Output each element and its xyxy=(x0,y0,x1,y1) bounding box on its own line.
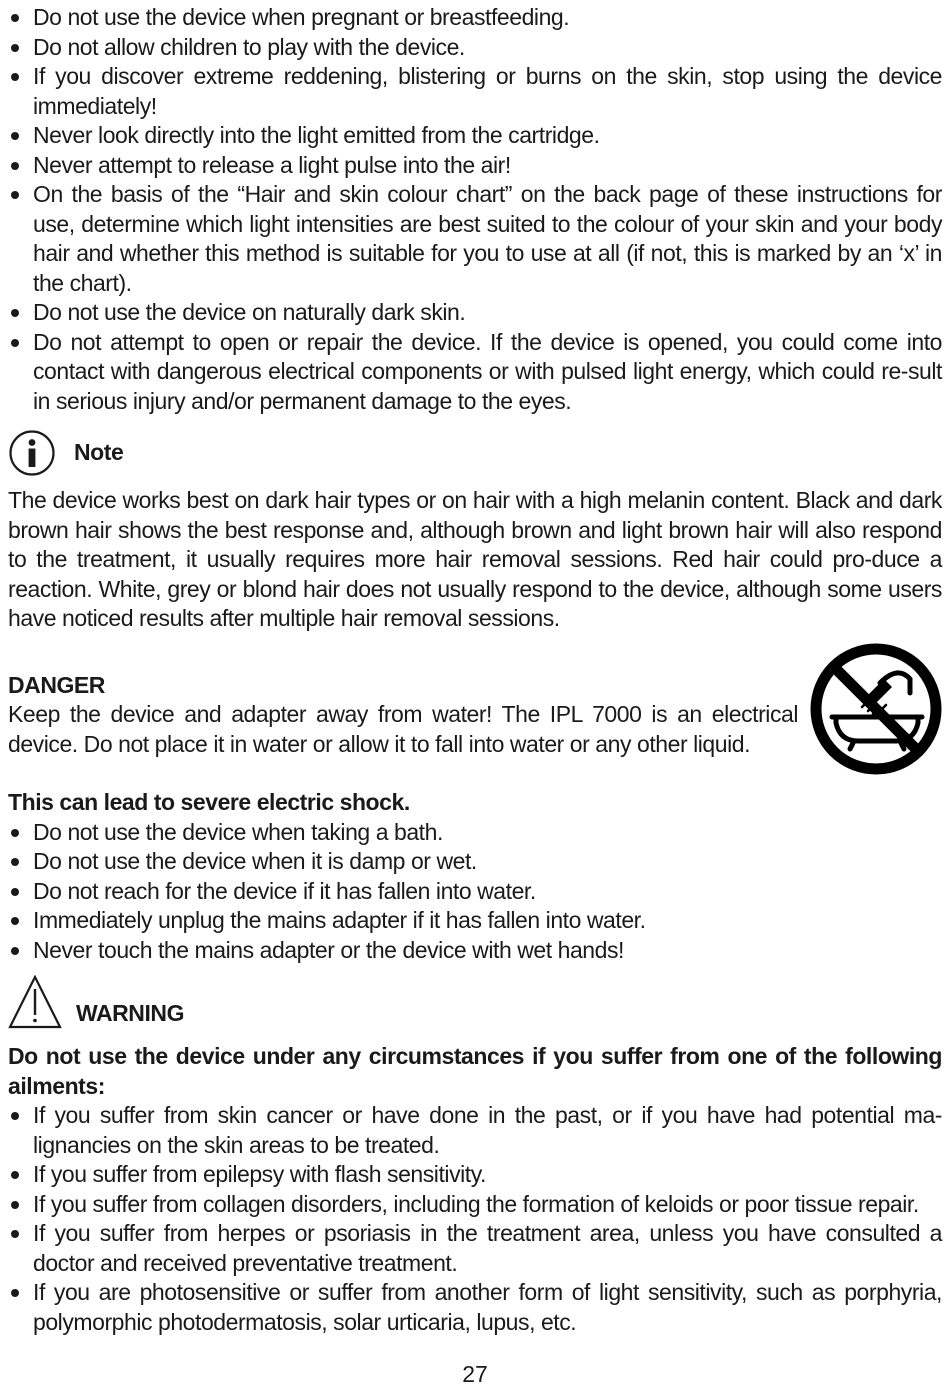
note-heading xyxy=(8,428,942,478)
list-item: Immediately unplug the mains adapter if it has fallen into water. xyxy=(8,906,942,936)
list-item: Do not reach for the device if it has fallen into water. xyxy=(8,877,942,907)
shock-bullet-list xyxy=(8,818,942,966)
warning-triangle-icon xyxy=(8,975,62,1029)
list-item: If you suffer from skin cancer or have done in the past, or if you have had potential ma-lignancies on the skin areas to be treated. xyxy=(8,1101,942,1160)
list-item: Do not use the device when taking a bath. xyxy=(8,818,942,848)
list-item: If you suffer from epilepsy with flash sensitivity. xyxy=(8,1160,942,1190)
list-item: Do not attempt to open or repair the device. If the device is opened, you could come into contact with dangerous electrical components or with pulsed light energy, which could re-sult in serious injury and/or permanent damage to the eyes. xyxy=(8,328,942,417)
list-item: Do not use the device on naturally dark skin. xyxy=(8,298,942,328)
shock-title: This can lead to severe electric shock. xyxy=(8,789,410,815)
danger-section xyxy=(8,671,942,760)
intro-bullet-list xyxy=(8,3,942,416)
info-icon xyxy=(8,429,56,477)
list-item: If you suffer from collagen disorders, including the formation of keloids or poor tissue repair. xyxy=(8,1190,942,1220)
list-item: Do not use the device when it is damp or wet. xyxy=(8,847,942,877)
list-item: Do not use the device when pregnant or breastfeeding. xyxy=(8,3,942,33)
list-item: On the basis of the “Hair and skin colour chart” on the back page of these instructions for use, determine which light intensities are best suited to the colour of your skin and your body hair and whether this method is suitable for you to use at all (if not, this is marked by an ‘x’ in the chart). xyxy=(8,180,942,298)
danger-title: DANGER xyxy=(8,671,105,698)
note-text: The device works best on dark hair types or on hair with a high melanin content. Black and dark brown hair shows the best response and, although brown and light brown hair will also respond to the treatment, it usually requires more hair removal sessions. Red hair could pro-duce a reaction. White, grey or blond hair does not usually respond to the device, although some users have noticed results after multiple hair removal sessions. xyxy=(8,487,942,631)
warning-label: WARNING xyxy=(76,999,185,1026)
list-item: Never attempt to release a light pulse into the air! xyxy=(8,151,942,181)
warning-intro: Do not use the device under any circumstances if you suffer from one of the following ailments: xyxy=(8,1043,942,1099)
warning-heading xyxy=(8,975,942,1029)
warning-bullet-list xyxy=(8,1101,942,1337)
no-bath-shower-icon xyxy=(810,643,942,775)
note-label: Note xyxy=(74,439,124,466)
list-item: Do not allow children to play with the device. xyxy=(8,33,942,63)
list-item: If you discover extreme reddening, blistering or burns on the skin, stop using the device immediately! xyxy=(8,62,942,121)
page-number: 27 xyxy=(462,1361,488,1387)
list-item: If you are photosensitive or suffer from another form of light sensitivity, such as porphyria, polymorphic photodermatosis, solar urticaria, lupus, etc. xyxy=(8,1278,942,1337)
list-item: Never touch the mains adapter or the device with wet hands! xyxy=(8,936,942,966)
list-item: Never look directly into the light emitted from the cartridge. xyxy=(8,121,942,151)
danger-text: Keep the device and adapter away from water! The IPL 7000 is an electrical device. Do not place it in water or allow it to fall into water or any other liquid. xyxy=(8,701,798,757)
manual-page xyxy=(8,3,942,1337)
list-item: If you suffer from herpes or psoriasis in the treatment area, unless you have consulted a doctor and received preventative treatment. xyxy=(8,1219,942,1278)
